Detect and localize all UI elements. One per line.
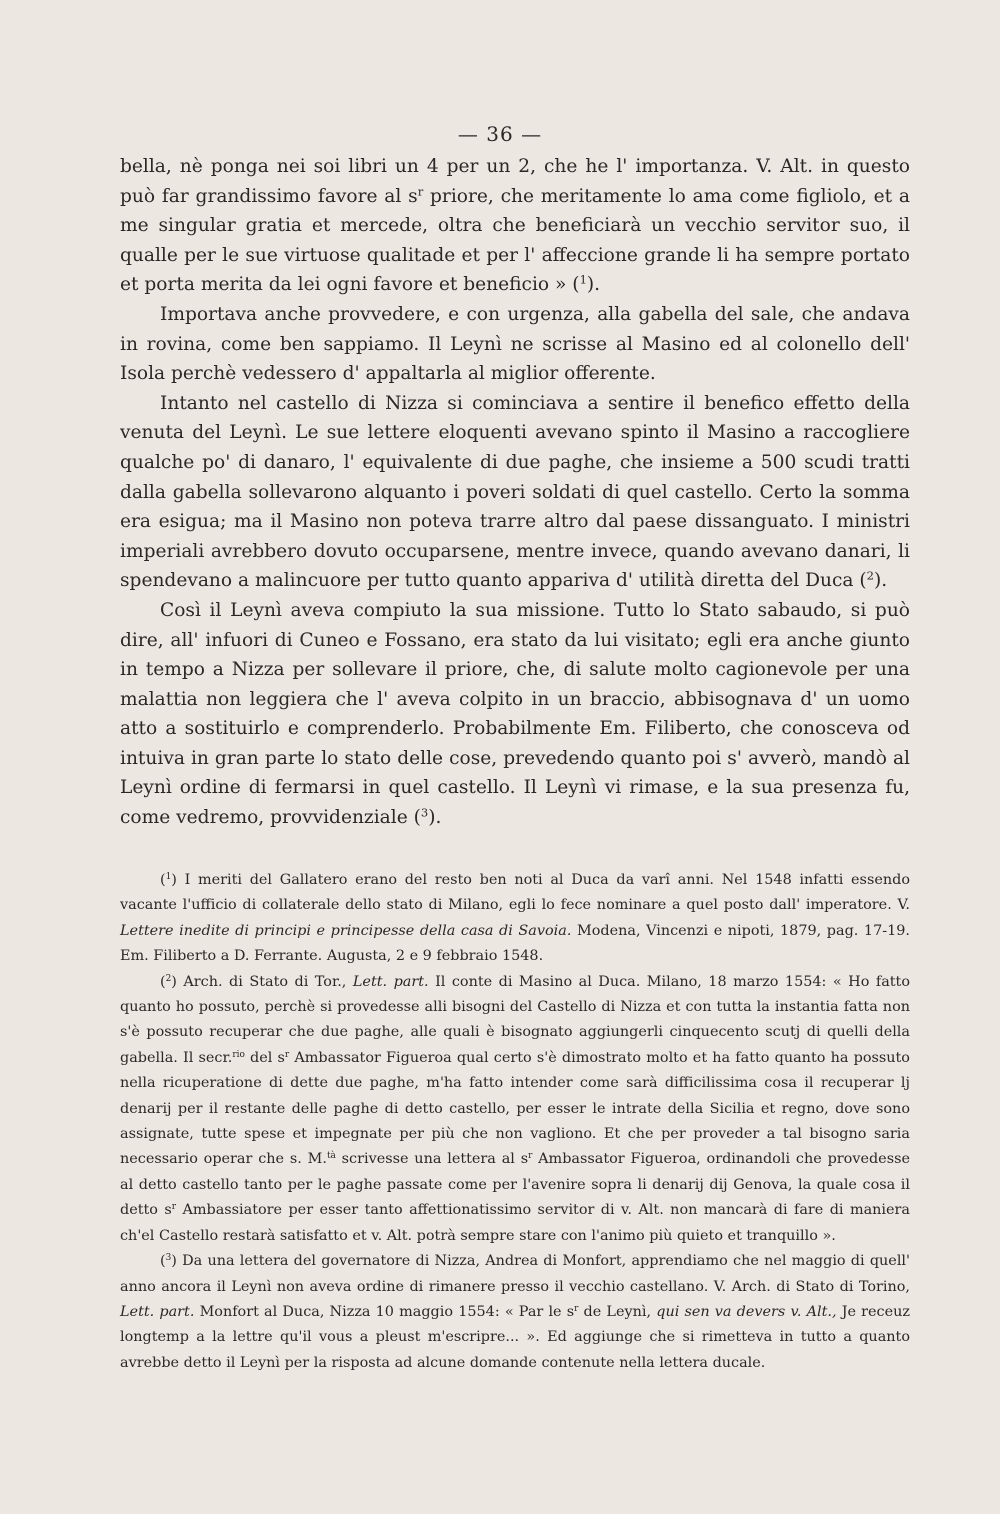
footnote-mark: 1 (165, 872, 172, 883)
footnote-ref: 1 (579, 273, 587, 288)
paragraph-4: Così il Leynì aveva compiuto la sua missione. Tutto lo Stato sabaudo, si può dire, all' infuori di Cuneo e Fossano, era stato da lui visitato; egli era anche giunto in tempo a Nizza per sollevare il priore, che, di salute molto cagionevole per una malattia non leggiera che l' aveva colpito in un braccio, abbisognava d' un uomo atto a sostituirlo e comprenderlo. Probabilmente Em. Filiberto, che conosceva od intuiva in gran parte lo stato delle cose, prevedendo quanto poi s' avverò, mandò al Leynì ordine di fermarsi in quel castello. Il Leynì vi rimase, e la sua presenza fu, come vedremo, provvidenziale ($^3$). (120, 599, 910, 829)
footnote-ref: 3 (420, 805, 429, 820)
paragraph-1: bella, nè ponga nei soi libri un 4 per un 2, che he l' importanza. V. Alt. in questo può far grandissimo favore al $s^r$ priore, che meritamente lo ama come figliolo, et a me singular gratia et mercede, oltra che beneficiarà un vecchio servitor suo, il qualle per le sue virtuose qualitade et per l' affeccione grande li ha sempre portato et porta merita da lei ogni favore et beneficio » ($^1$). (120, 156, 910, 296)
footnote-2: ($^2$) Arch. di Stato di Tor., Lett. part. Il conte di Masino al Duca. Milano, 18 marzo 1554: « Ho fatto quanto ho possuto, perchè si provedesse alli bisogni del Castello di Nizza et con tutta la instantia fatta non s'è possuto recuperar che due paghe, alle quali è bisognato aggiungerli cinquecento scutj di quelli della gabella. Il secr.$^{rio}$ del $s^r$ Ambassator Figueroa qual certo s'è dimostrato molto et ha fatto quanto ha possuto nella ricuperatione di dette due paghe, m'ha fatto intender come sarà difficilissima cosa il recuperar lj denarij per il restante delle paghe di detto castello, per esser le intrate della Sicilia et regno, dove sono assignate, tutte spese et impegnate per più che non vagliono. Et che per proveder a tal bisogno saria necessario operar che s. M.$^{tà}$ scrivesse una lettera al $s^r$ Ambassator Figueroa, ordinandoli che provedesse al detto castello tanto per le paghe passate come per l'avenire sopra li denarij dij Genova, la quale cosa il detto $s^r$ Ambassiatore per esser tanto affettionatissimo servitor di v. Alt. non mancarà di fare di maniera ch'el Castello restarà satisfatto et v. Alt. potrà sempre stare con l'animo più quieto et tranquillo ». (120, 973, 911, 1244)
footnote-1: ($^1$) I meriti del Gallatero erano del resto ben noti al Duca da varî anni. Nel 1548 infatti essendo vacante l'ufficio di collaterale dello stato di Milano, egli lo fece nominare a quel posto dall' imperatore. V. Lettere inedite di principi e principesse della casa di Savoia. Modena, Vincenzi e nipoti, 1879, pag. 17-19. Em. Filiberto a D. Ferrante. Augusta, 2 e 9 febbraio 1548. (120, 872, 910, 965)
paragraph-3: Intanto nel castello di Nizza si cominciava a sentire il benefico effetto della venuta del Leynì. Le sue lettere eloquenti avevano spinto il Masino a raccogliere qualche po' di danaro, l' equivalente di due paghe, che insieme a 500 scudi tratti dalla gabella sollevarono alquanto i poveri soldati di quel castello. Certo la somma era esigua; ma il Masino non poteva trarre altro dal paese dissanguato. I ministri imperiali avrebbero dovuto occuparsene, mentre invece, quando avevano danari, li spendevano a malincuore per tutto quanto appariva d' utilità diretta del Duca ($^2$). (120, 392, 910, 592)
footnote-ref: 2 (866, 568, 874, 583)
footnote-mark: 2 (165, 973, 172, 984)
main-text (120, 152, 910, 833)
paragraph-2: Importava anche provvedere, e con urgenza, alla gabella del sale, che andava in rovina, come ben sappiamo. Il Leynì ne scrisse al Masino ed al colonello dell' Isola perchè vedessero d' appaltarla al miglior offerente. (120, 303, 910, 385)
footnote-mark: 3 (165, 1253, 172, 1264)
footnote-3: ($^3$) Da una lettera del governatore di Nizza, Andrea di Monfort, apprendiamo che nel maggio di quell' anno ancora il Leynì non aveva ordine di rimanere presso il vecchio castellano. V. Arch. di Stato di Torino, Lett. part. Monfort al Duca, Nizza 10 maggio 1554: « Par le $s^r$ de Leynì, qui sen va devers v. Alt., Je receuz longtemp a la lettre qu'il vous a pleust m'escripre... ». Ed aggiunge che si rimetteva in tutto a quanto avrebbe detto il Leynì per la risposta ad alcune domande contenute nella lettera ducale. (120, 1253, 910, 1371)
footnotes (120, 868, 910, 1376)
page-number: — 36 — (457, 122, 543, 146)
